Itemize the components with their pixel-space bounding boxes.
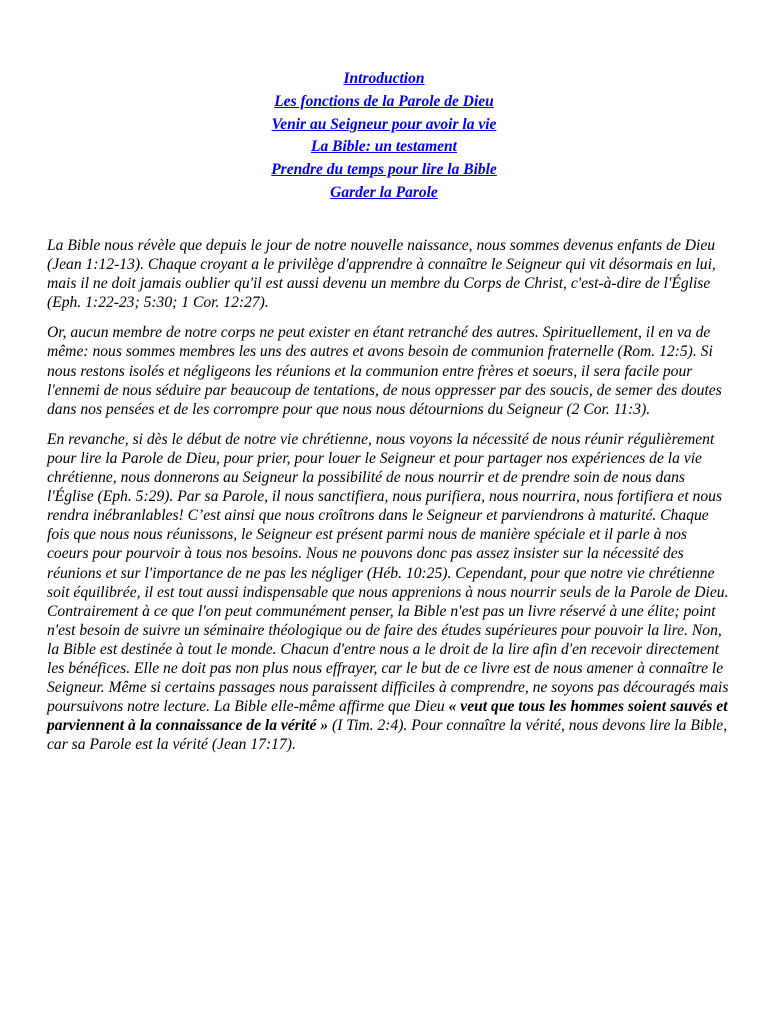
paragraph-3-text-end: (I Tim. 2:4). Pour connaître la vérité, nous devons lire la Bible, car sa Parole est la vérité (Jean 17:17). (47, 717, 728, 754)
toc-item (0, 159, 768, 182)
toc-link-introduction[interactable]: Introduction (343, 70, 425, 87)
paragraph-1: La Bible nous révèle que depuis le jour de notre nouvelle naissance, nous sommes devenus enfants de Dieu (Jean 1:12-13). Chaque croyant a le privilège d'apprendre à connaître le Seigneur qui vit désormais en lui, mais il ne doit jamais oublier qu'il est aussi devenu un membre du Corps de Christ, c'est-à-dire de l'Église (Eph. 1:22-23; 5:30; 1 Cor. 12:27). (47, 237, 716, 312)
table-of-contents (0, 68, 768, 205)
paragraph-3 (47, 430, 729, 755)
toc-link-fonctions-parole[interactable]: Les fonctions de la Parole de Dieu (274, 92, 494, 110)
toc-link-garder-la-parole[interactable]: Garder la Parole (330, 183, 438, 201)
toc-item (0, 114, 768, 137)
toc-item (0, 68, 768, 91)
toc-item (0, 182, 768, 205)
toc-link-prendre-du-temps[interactable]: Prendre du temps pour lire la Bible (271, 161, 497, 179)
toc-item (0, 136, 768, 159)
document-body (47, 236, 729, 765)
toc-item (0, 91, 768, 114)
toc-link-venir-au-seigneur[interactable]: Venir au Seigneur pour avoir la vie (271, 115, 497, 133)
paragraph-3-text-start: En revanche, si dès le début de notre vie chrétienne, nous voyons la nécessité de nous réunir régulièrement pour lire la Parole de Dieu, pour prier, pour louer le Seigneur et pour partager nos expériences de la vie chrétienne, nous donnerons au Seigneur la possibilité de nous nourrir et de prendre soin de nous dans l'Église (Eph. 5:29). Par sa Parole, il nous sanctifiera, nous purifiera, nous nourrira, nous fortifiera et nous rendra inébranlables! C’est ainsi que nous croîtrons dans le Seigneur et parviendrons à maturité. Chaque fois que nous nous réunissons, le Seigneur est présent parmi nous de manière spéciale et il parle à nos coeurs pour pourvoir à tous nos besoins. Nous ne pouvons donc pas assez insister sur la nécessité des réunions et sur l'importance de ne pas les négliger (Héb. 10:25). Cependant, pour que notre vie chrétienne soit équilibrée, il est tout aussi indispensable que nous apprenions à nous nourrir seuls de la Parole de Dieu. Contrairement à ce que l'on peut communément penser, la Bible n'est pas un livre réservé à une élite; point n'est besoin de suivre un séminaire théologique ou de faire des études supérieures pour pouvoir la lire. Non, la Bible est destinée à tout le monde. Chacun d'entre nous a le droit de la lire afin d'en recevoir directement les bénéfices. Elle ne doit pas non plus nous effrayer, car le but de ce livre est de nous amener à connaître le Seigneur. Même si certains passages nous paraissent difficiles à comprendre, ne soyons pas découragés mais poursuivons notre lecture. La Bible elle-même affirme que Dieu (47, 430, 729, 716)
toc-link-la-bible-testament[interactable]: La Bible: un testament (311, 138, 457, 156)
paragraph-2: Or, aucun membre de notre corps ne peut exister en étant retranché des autres. Spirituellement, il en va de même: nous sommes membres les uns des autres et avons besoin de communion fraternelle (Rom. 12:5). Si nous restons isolés et négligeons les réunions et la communion entre frères et soeurs, il sera facile pour l'ennemi de nous séduire par beaucoup de tentations, de nous oppresser par des soucis, de semer des doutes dans nos pensées et de les corrompre pour que nous nous détournions du Seigneur (2 Cor. 11:3). (47, 324, 722, 418)
bible-quote: « veut que tous les hommes soient sauvés et parviennent à la connaissance de la vérité » (47, 698, 728, 735)
